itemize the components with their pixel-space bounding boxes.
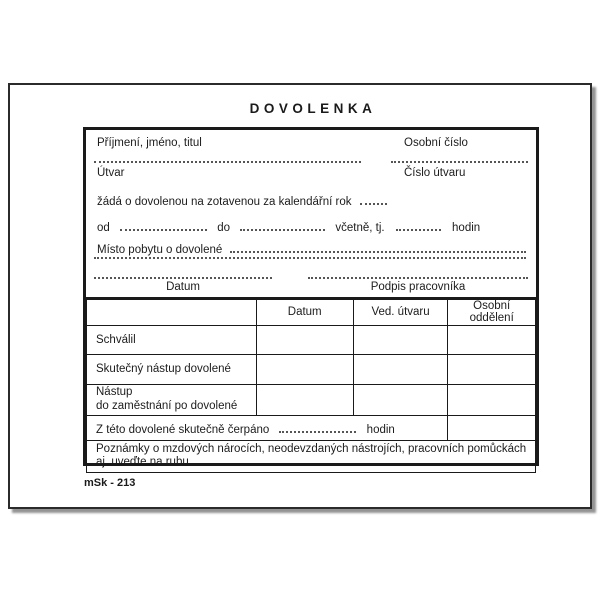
fill-line-used-hours xyxy=(279,420,356,433)
row-department xyxy=(97,167,526,179)
cell-empty xyxy=(448,325,536,354)
employee-signature-label: Podpis pracovníka xyxy=(370,281,466,293)
row-label-actual-start: Skutečný nástup dovolené xyxy=(87,354,257,384)
signature-line-date xyxy=(94,277,272,279)
form-box xyxy=(83,127,539,469)
header-hr-dept: Osobní oddělení xyxy=(448,300,536,325)
date-label: Datum xyxy=(166,281,200,293)
used-hours-cell xyxy=(87,415,448,440)
header-date: Datum xyxy=(256,300,353,325)
notes-cell: Poznámky o mzdových nárocích, neodevzdaných nástrojích, pracovních pomůckách aj. uveďte na rubu. xyxy=(87,440,536,473)
table-row-approved xyxy=(87,325,536,354)
to-label: do xyxy=(217,222,230,234)
place-label: Místo pobytu o dovolené xyxy=(97,244,223,256)
name-label: Příjmení, jméno, titul xyxy=(97,137,202,149)
inclusive-label: včetně, tj. xyxy=(335,222,385,234)
table-header-row xyxy=(87,300,536,325)
cell-empty xyxy=(256,384,353,415)
cell-empty xyxy=(448,415,536,440)
used-hours-unit-label: hodin xyxy=(366,423,395,436)
table-row-return-to-work xyxy=(87,384,536,415)
row-name xyxy=(97,137,526,149)
cell-empty xyxy=(353,325,448,354)
row-label-approved: Schválil xyxy=(87,325,257,354)
department-number-label: Číslo útvaru xyxy=(404,167,466,179)
cell-empty xyxy=(448,384,536,415)
cell-empty xyxy=(448,354,536,384)
form-sheet xyxy=(8,83,592,509)
cell-empty xyxy=(256,325,353,354)
table-row-used-hours xyxy=(87,415,536,440)
fill-line-place-2 xyxy=(94,257,526,259)
fill-line-from-date xyxy=(120,218,207,231)
fill-line-place xyxy=(230,240,526,253)
fill-line-hours xyxy=(396,218,441,231)
personal-number-label: Osobní číslo xyxy=(404,137,468,149)
table-row-actual-start xyxy=(87,354,536,384)
form-code: mSk - 213 xyxy=(84,477,136,489)
fill-line-personal-number xyxy=(391,161,528,163)
row-dates xyxy=(97,218,526,234)
row-request xyxy=(97,192,526,208)
form-top-section xyxy=(86,130,536,300)
table-row-notes xyxy=(87,440,536,473)
header-empty-cell xyxy=(87,300,257,325)
cell-empty xyxy=(353,384,448,415)
department-label: Útvar xyxy=(97,167,125,179)
fill-line-name xyxy=(94,161,361,163)
from-label: od xyxy=(97,222,110,234)
header-dept-head: Ved. útvaru xyxy=(353,300,448,325)
hours-label: hodin xyxy=(452,222,481,234)
fill-line-to-date xyxy=(240,218,325,231)
form-title: DOVOLENKA xyxy=(249,101,377,116)
request-line-label: žádá o dovolenou na zotavenou za kalendářní rok xyxy=(97,196,352,208)
row-label-return-to-work: Nástup do zaměstnání po dovolené xyxy=(87,384,257,415)
cell-empty xyxy=(256,354,353,384)
cell-empty xyxy=(353,354,448,384)
used-hours-label: Z této dovolené skutečně čerpáno xyxy=(96,423,270,436)
row-place xyxy=(97,240,526,256)
approval-table xyxy=(86,300,536,473)
signature-line-employee xyxy=(308,277,528,279)
fill-line-year xyxy=(360,192,387,205)
